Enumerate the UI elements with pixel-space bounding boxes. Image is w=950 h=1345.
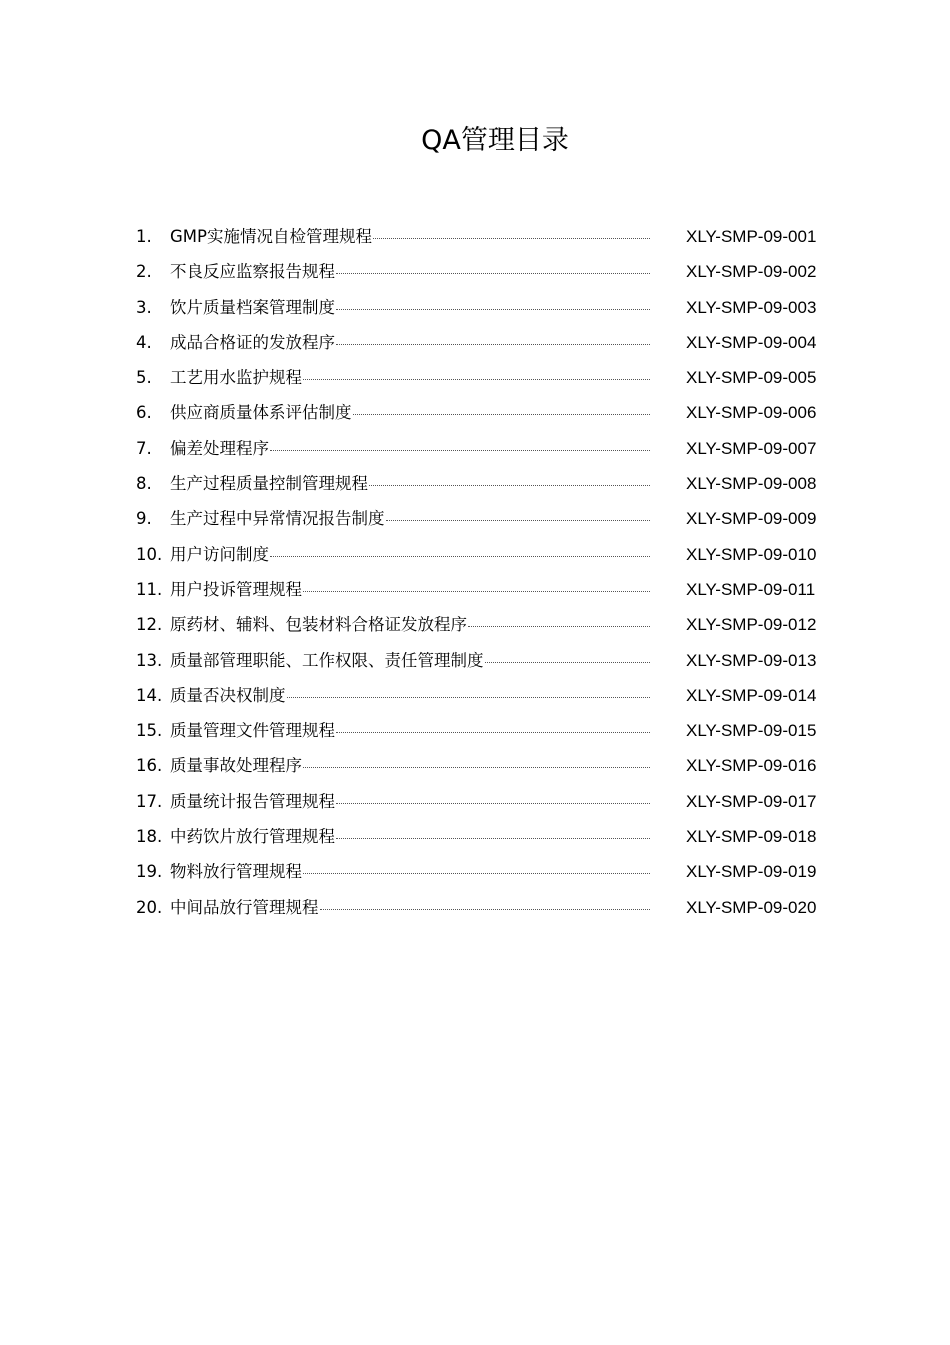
toc-entry-code: XLY-SMP-09-019 [686,862,817,882]
toc-dot-leader [386,520,650,521]
toc-entry-code: XLY-SMP-09-016 [686,756,817,776]
toc-entry-code: XLY-SMP-09-004 [686,332,817,352]
toc-entry-title: 质量统计报告管理规程 [170,791,335,811]
toc-entry-number: 16. [136,756,163,776]
toc-dot-leader [270,450,650,451]
toc-dot-leader [336,838,650,839]
toc-dot-leader [320,909,650,910]
toc-entry-title: 质量否决权制度 [170,685,286,705]
toc-entry-number: 20. [136,897,163,917]
toc-entry [0,224,950,259]
toc-entry-number: 1. [136,227,152,246]
toc-entry-number: 2. [136,262,152,282]
toc-entry-title: 用户投诉管理规程 [170,579,302,599]
toc-entry-number: 4. [136,332,152,352]
toc-entry-code: XLY-SMP-09-014 [686,685,817,705]
toc-entry-number: 18. [136,827,163,847]
toc-dot-leader [369,485,650,486]
toc-entry [0,895,950,930]
toc-entry-code: XLY-SMP-09-017 [686,791,817,811]
table-of-contents [0,224,950,930]
toc-entry-title: 中间品放行管理规程 [170,897,319,917]
toc-entry-code: XLY-SMP-09-011 [686,579,816,599]
toc-entry [0,612,950,647]
toc-entry-title: 工艺用水监护规程 [170,368,302,388]
toc-entry [0,471,950,506]
toc-entry-code: XLY-SMP-09-018 [686,827,817,847]
toc-entry-title: 不良反应监察报告规程 [170,262,335,282]
toc-entry-code: XLY-SMP-09-008 [686,474,817,494]
toc-entry-title: 生产过程质量控制管理规程 [170,474,368,494]
toc-dot-leader [336,273,650,274]
toc-entry [0,753,950,788]
toc-dot-leader [287,697,650,698]
toc-entry-number: 7. [136,438,152,458]
toc-entry [0,330,950,365]
toc-entry [0,824,950,859]
toc-entry-code: XLY-SMP-09-015 [686,721,817,741]
toc-entry [0,577,950,612]
toc-dot-leader [485,662,650,663]
toc-entry-number: 17. [136,791,163,811]
toc-entry [0,365,950,400]
toc-entry-title: 质量管理文件管理规程 [170,721,335,741]
toc-dot-leader [353,414,650,415]
toc-entry [0,789,950,824]
toc-entry-number: 13. [136,650,163,670]
toc-entry [0,542,950,577]
toc-dot-leader [336,309,650,310]
toc-dot-leader [303,767,650,768]
toc-entry-number: 6. [136,403,152,423]
toc-entry-number: 10. [136,544,163,564]
toc-entry-number: 3. [136,297,152,317]
toc-entry [0,400,950,435]
toc-dot-leader [303,379,650,380]
toc-dot-leader [270,556,650,557]
toc-entry-code: XLY-SMP-09-012 [686,615,817,635]
toc-entry-number: 12. [136,615,163,635]
toc-entry [0,436,950,471]
toc-entry-title: 原药材、辅料、包装材料合格证发放程序 [170,615,467,635]
toc-entry-code: XLY-SMP-09-002 [686,262,817,282]
toc-entry-number: 11. [136,579,163,599]
toc-entry-code: XLY-SMP-09-007 [686,438,817,458]
page-title: QA管理目录 [421,125,569,157]
toc-entry-number: 15. [136,721,163,741]
toc-entry-title: GMP实施情况自检管理规程 [170,227,372,246]
toc-entry-title: 供应商质量体系评估制度 [170,403,352,423]
toc-entry-title: 用户访问制度 [170,544,269,564]
toc-entry-title: 质量部管理职能、工作权限、责任管理制度 [170,650,484,670]
toc-entry-title: 物料放行管理规程 [170,862,302,882]
toc-entry-code: XLY-SMP-09-001 [686,227,817,246]
toc-entry-title: 饮片质量档案管理制度 [170,297,335,317]
toc-entry-code: XLY-SMP-09-020 [686,897,817,917]
toc-entry-title: 偏差处理程序 [170,438,269,458]
toc-entry-title: 中药饮片放行管理规程 [170,827,335,847]
toc-dot-leader [303,873,650,874]
toc-entry-title: 生产过程中异常情况报告制度 [170,509,385,529]
toc-dot-leader [336,732,650,733]
toc-entry [0,259,950,294]
toc-dot-leader [336,803,650,804]
toc-dot-leader [468,626,650,627]
toc-entry [0,506,950,541]
toc-dot-leader [303,591,650,592]
toc-entry [0,859,950,894]
toc-entry-number: 5. [136,368,152,388]
toc-entry-code: XLY-SMP-09-009 [686,509,817,529]
toc-entry [0,295,950,330]
toc-dot-leader [336,344,650,345]
toc-entry-code: XLY-SMP-09-005 [686,368,817,388]
toc-entry-number: 19. [136,862,163,882]
toc-entry-title: 成品合格证的发放程序 [170,332,335,352]
toc-entry-code: XLY-SMP-09-013 [686,650,817,670]
toc-entry [0,683,950,718]
toc-entry-number: 14. [136,685,163,705]
toc-dot-leader [373,238,650,239]
toc-entry-code: XLY-SMP-09-003 [686,297,817,317]
toc-entry [0,718,950,753]
toc-entry [0,648,950,683]
toc-entry-number: 9. [136,509,152,529]
toc-entry-number: 8. [136,474,152,494]
toc-entry-title: 质量事故处理程序 [170,756,302,776]
toc-entry-code: XLY-SMP-09-006 [686,403,817,423]
toc-entry-code: XLY-SMP-09-010 [686,544,817,564]
